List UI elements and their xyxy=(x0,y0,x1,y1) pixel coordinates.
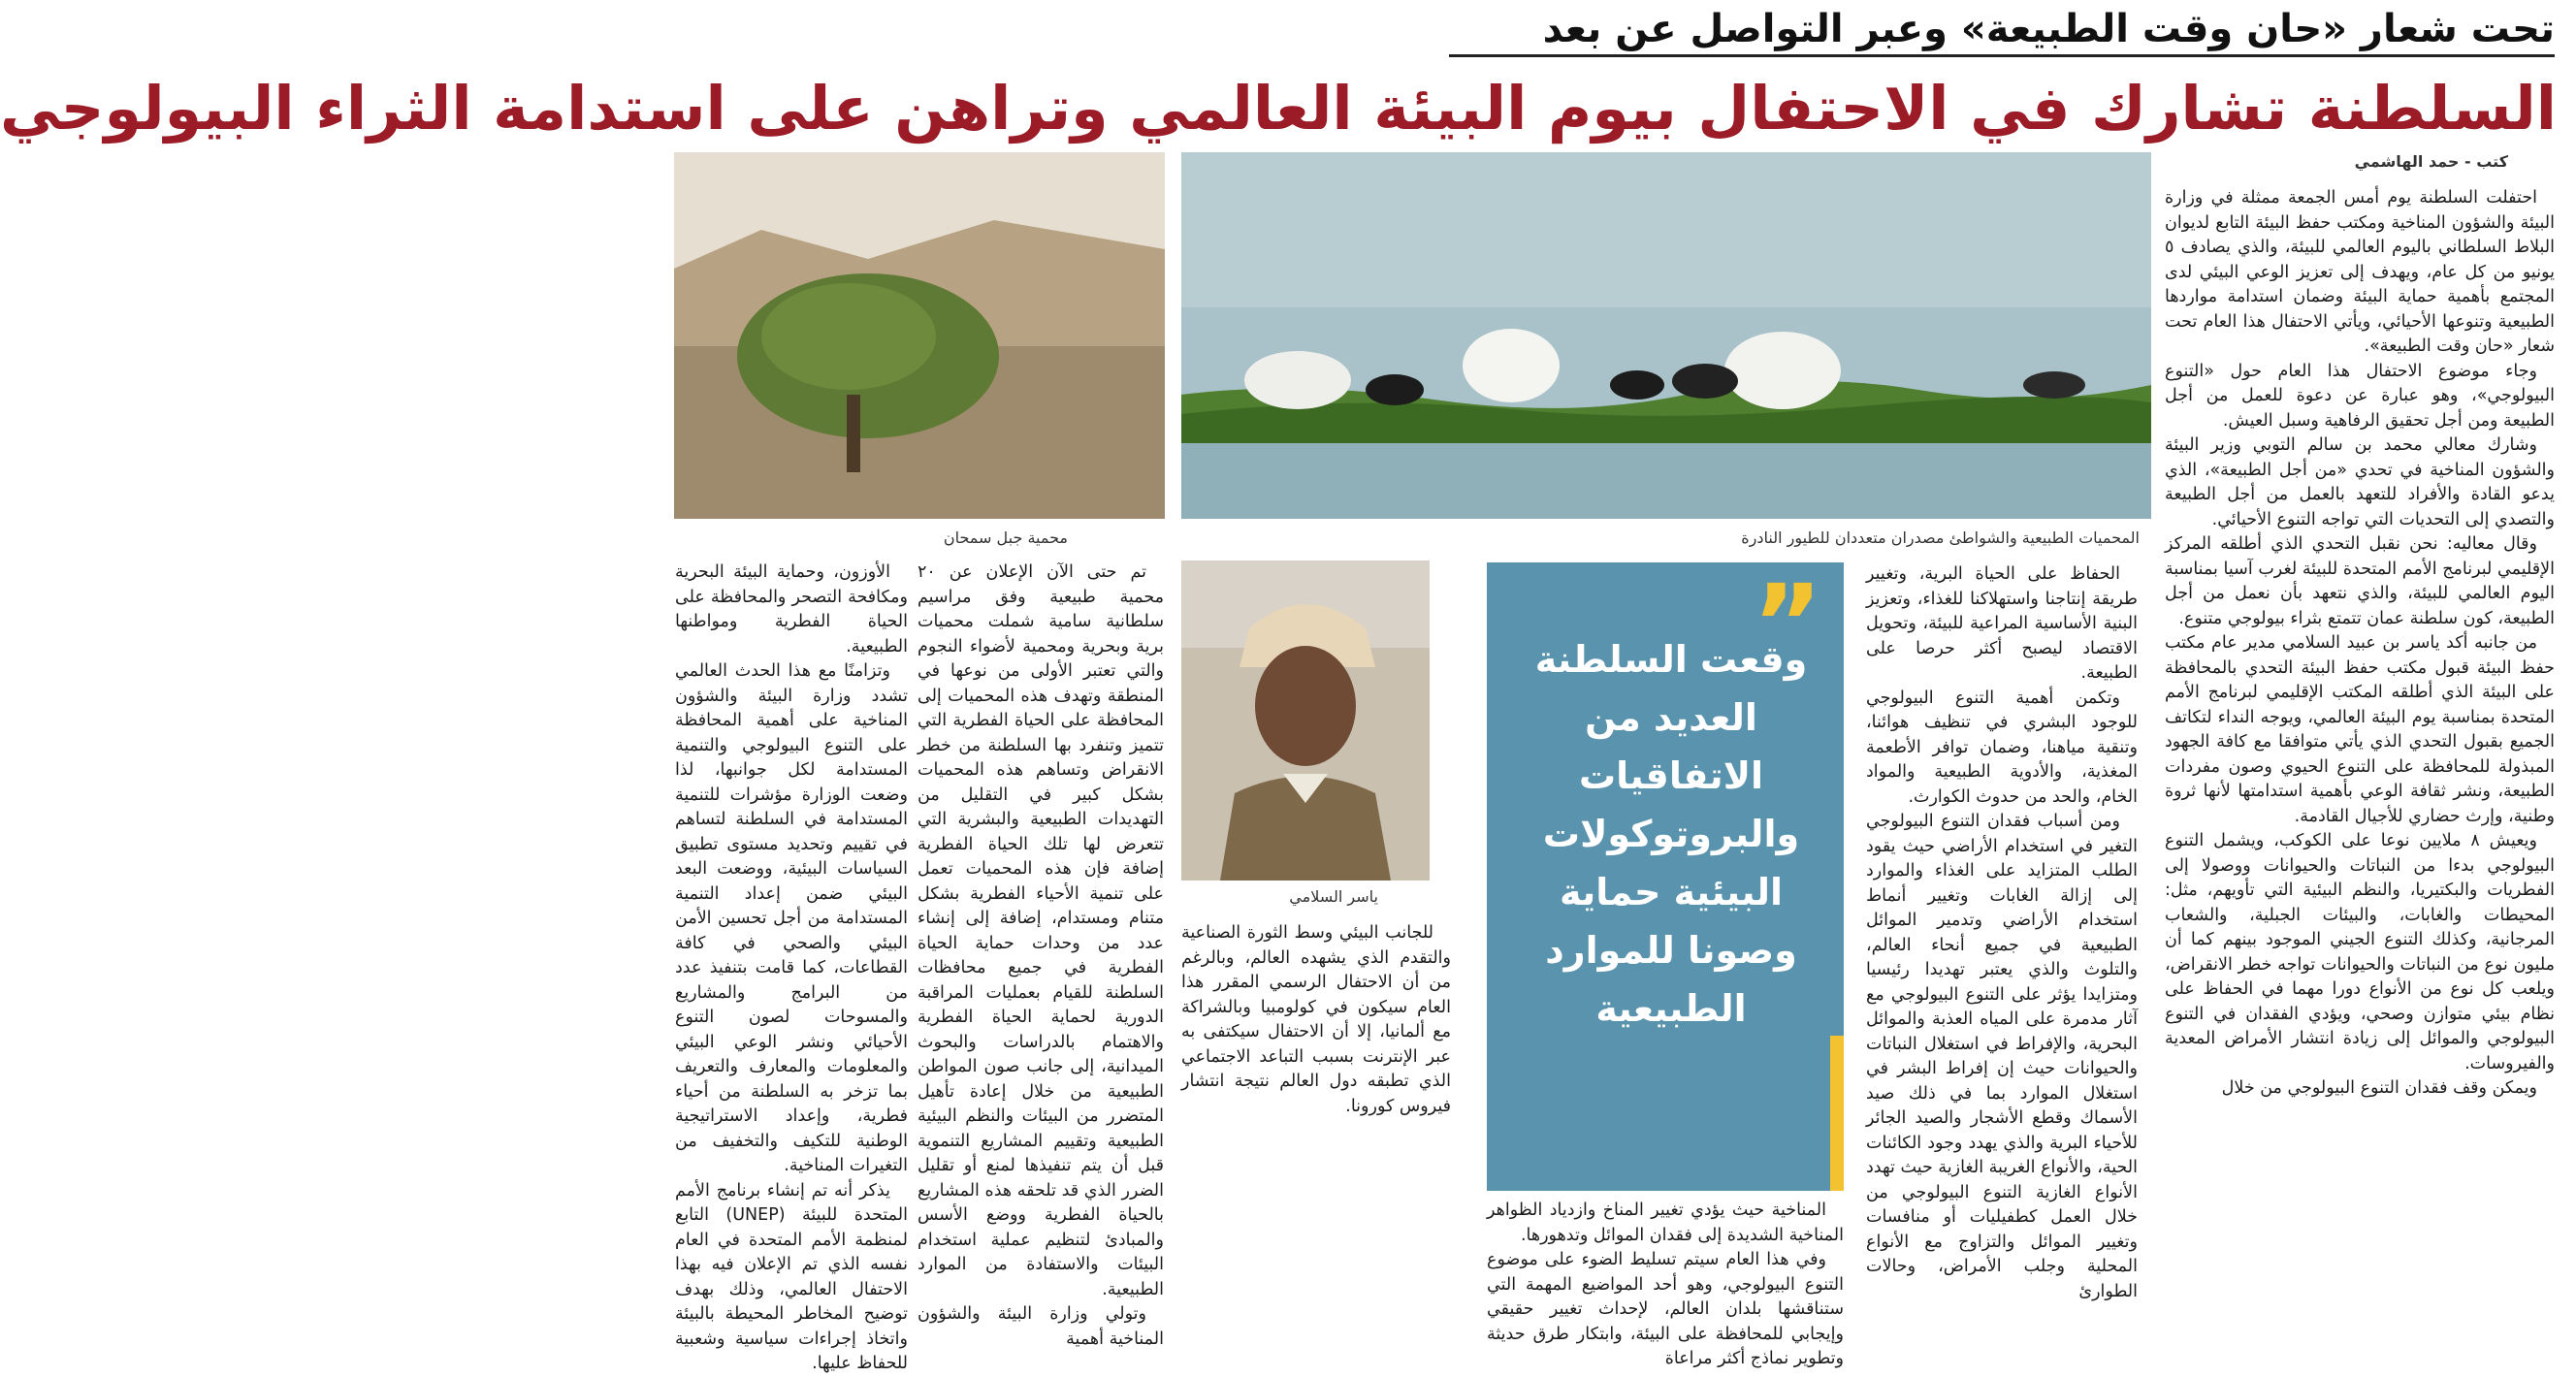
article-column-4 xyxy=(1181,921,1451,1303)
paragraph: وشارك معالي محمد بن سالم التوبي وزير البيئة والشؤون المناخية في تحدي «من أجل الطبيعة»، الذي يدعو القادة والأفراد للتعهد بالعمل من أجل الطبيعة والتصدي إلى التحديات التي تواجه التنوع الأحيائي. xyxy=(2165,435,2555,529)
article-column-6 xyxy=(675,560,908,1373)
paragraph: تم حتى الآن الإعلان عن ٢٠ محمية طبيعية وفق مراسيم سلطانية سامية شملت محميات برية وبحرية ومحمية لأضواء النجوم والتي تعتبر الأولى من نوعها في المنطقة وتهدف هذه المحميات إلى المحافظة على الحياة الفطرية التي تتميز وتنفرد بها السلطنة من خطر الانقراض وتساهم هذه المحميات بشكل كبير في التقليل من التهديدات الطبيعية والبشرية التي تتعرض لها تلك الحياة الفطرية إضافة فإن هذه المحميات تعمل على تنمية الأحياء الفطرية بشكل متنام ومستدام، إضافة إلى إنشاء عدد من وحدات حماية الحياة الفطرية في جميع محافظات السلطنة للقيام بعمليات المراقبة الدورية لحماية الحياة الفطرية والاهتمام بالدراسات والبحوث الميدانية، إلى جانب صون المواطن الطبيعية من خلال إعادة تأهيل المتضرر من البيئات والنظم البيئية الطبيعية وتقييم المشاريع التنموية قبل أن يتم تنفيذها لمنع أو تقليل الضرر الذي قد تلحقه هذه المشاريع بالحياة الفطرية ووضع الأسس والمبادئ لتنظيم عملية استخدام البيئات والاستفادة من الموارد الطبيعية. xyxy=(918,562,1164,1299)
article-column-5 xyxy=(918,560,1164,1349)
birds-photo xyxy=(1181,152,2151,519)
paragraph: يذكر أنه تم إنشاء برنامج الأمم المتحدة للبيئة (UNEP) التابع لمنظمة الأمم المتحدة في العام نفسه الذي تم الإعلان فيه بهذا الاحتفال العالمي، وذلك بهدف توضيح المخاطر المحيطة بالبيئة واتخاذ إجراءات سياسية وشعبية للحفاظ عليها. xyxy=(675,1180,908,1373)
article-column-2 xyxy=(1866,562,2138,1303)
tree-photo xyxy=(674,152,1165,519)
kicker-underline xyxy=(1449,54,2555,57)
paragraph: ومن أسباب فقدان التنوع البيولوجي التغير في استخدام الأراضي حيث يقود الطلب المتزايد على الغذاء والموارد إلى إزالة الغابات وتغيير أنماط استخدام الأراضي وتدمير الموائل الطبيعية في جميع أنحاء العالم، والتلوث والذي يعتبر تهديدا رئيسيا ومتزايدا يؤثر على التنوع البيولوجي مع آثار مدمرة على المياه العذبة والموائل البحرية، والإفراط في استغلال النباتات والحيوانات حيث إن إفراط البشر في استغلال الموارد بما في ذلك صيد الأسماك وقطع الأشجار والصيد الجائر للأحياء البرية والذي يهدد وجود الكائنات الحية، والأنواع الغريبة الغازية حيث تهدد الأنواع الغازية التنوع البيولوجي من خلال العمل كطفيليات أو منافسات وتغيير الموائل والتزاوج مع الأنواع المحلية وجلب الأمراض، وحالات الطوارئ xyxy=(1866,812,2138,1301)
paragraph: ويمكن وقف فقدان التنوع البيولوجي من خلال xyxy=(2221,1078,2537,1098)
paragraph: المناخية حيث يؤدي تغيير المناخ وازدياد الظواهر المناخية الشديدة إلى فقدان الموائل وتدهورها. xyxy=(1487,1201,1844,1245)
portrait-caption: ياسر السلامي xyxy=(1289,887,1378,906)
paragraph: احتفلت السلطنة يوم أمس الجمعة ممثلة في وزارة البيئة والشؤون المناخية ومكتب حفظ البيئة التابع لديوان البلاط السلطاني باليوم العالمي للبيئة، والذي يصادف ٥ يونيو من كل عام، ويهدف إلى تعزيز الوعي البيئي لدى المجتمع بأهمية حماية البيئة وضمان استدامة مواردها الطبيعية وتنوعها الأحيائي، ويأتي الاحتفال هذا العام تحت شعار «حان وقت الطبيعة». xyxy=(2165,188,2555,356)
paragraph: وجاء موضوع الاحتفال هذا العام حول «التنوع البيولوجي»، وهو عبارة عن دعوة للعمل من أجل الطبيعة ومن أجل تحقيق الرفاهية وسبل العيش. xyxy=(2165,361,2555,431)
paragraph: الأوزون، وحماية البيئة البحرية ومكافحة التصحر والمحافظة على الحياة الفطرية ومواطنها الطبيعية. xyxy=(675,562,908,656)
pull-quote-text: وقعت السلطنة العديد من الاتفاقيات والبروتوكولات البيئية حماية وصونا للموارد الطبيعية xyxy=(1534,638,1808,1030)
paragraph: وتولي وزارة البيئة والشؤون المناخية أهمية xyxy=(918,1304,1164,1349)
paragraph: للجانب البيئي وسط الثورة الصناعية والتقدم الذي يشهده العالم، وبالرغم من أن الاحتفال الرسمي المقرر هذا العام سيكون في كولومبيا وبالشراكة مع ألمانيا، إلا أن الاحتفال سيكتفى به عبر الإنترنت بسبب التباعد الاجتماعي الذي تطبقه دول العالم نتيجة انتشار فيروس كورونا. xyxy=(1181,923,1451,1116)
quote-accent-bar xyxy=(1830,1036,1844,1191)
paragraph: وقال معاليه: نحن نقبل التحدي الذي أطلقه المركز الإقليمي لبرنامج الأمم المتحدة للبيئة لغرب آسيا بمناسبة اليوم العالمي للبيئة، والذي نتعهد بأن نعمل من أجل الطبيعة، كون سلطنة عمان تتمتع بثراء بيولوجي متنوع. xyxy=(2165,534,2555,628)
article-headline: السلطنة تشارك في الاحتفال بيوم البيئة العالمي وتراهن على استدامة الثراء البيولوجي xyxy=(0,73,2557,144)
paragraph: ويعيش ٨ ملايين نوعا على الكوكب، ويشمل التنوع البيولوجي بدءا من النباتات والحيوانات ووصولا إلى الفطريات والبكتيريا، والنظم البيئية التي تأويهم، مثل: المحيطات والغابات، والبيئات الجبلية، والشعاب المرجانية، وكذلك التنوع الجيني الموجود بينهم كما أن مليون نوع من النباتات والحيوانات تواجه خطر الانقراض، ويلعب كل نوع من الأنواع دورا مهما في الحفاظ على نظام بيئي متوازن وصحي، ويؤدي الفقدان في التنوع البيولوجي والموائل إلى زيادة انتشار الأمراض المعدية والفيروسات. xyxy=(2165,831,2555,1073)
quote-mark-icon: ” xyxy=(1752,561,1822,686)
paragraph: وفي هذا العام سيتم تسليط الضوء على موضوع التنوع البيولوجي، وهو أحد المواضيع المهمة التي ستناقشها بلدان العالم، لإحداث تغيير حقيقي وإيجابي للمحافظة على البيئة، وابتكار طرق حديثة وتطوير نماذج أكثر مراعاة xyxy=(1487,1250,1844,1368)
paragraph: وتكمن أهمية التنوع البيولوجي للوجود البشري في تنظيف هوائنا، وتنقية مياهنا، وضمان توافر الأطعمة المغذية، والأدوية الطبيعية والمواد الخام، والحد من حدوث الكوارث. xyxy=(1866,688,2138,807)
pull-quote-box xyxy=(1487,562,1844,1191)
birds-photo-caption: المحميات الطبيعية والشواطئ مصدران متعددان للطيور النادرة xyxy=(1741,528,2140,547)
paragraph: من جانبه أكد ياسر بن عبيد السلامي مدير عام مكتب حفظ البيئة قبول مكتب حفظ البيئة التحدي بالمحافظة على البيئة الذي أطلقه المكتب الإقليمي لبرنامج الأمم المتحدة بمناسبة يوم البيئة العالمي، ويوجه النداء لتكاتف الجميع بقبول التحدي الذي يأتي متوافقا مع كافة الجهود المبذولة للمحافظة على التنوع الحيوي وصون مفردات الطبيعة، ونشر ثقافة الوعي بأهمية استدامتها لأنها ثروة وطنية، وإرث حضاري للأجيال القادمة. xyxy=(2165,633,2555,826)
paragraph: الحفاظ على الحياة البرية، وتغيير طريقة إنتاجنا واستهلاكنا للغذاء، وتعزيز البنية الأساسية المراعية للبيئة، وتحويل الاقتصاد ليصبح أكثر حرصا على الطبيعة. xyxy=(1866,564,2138,683)
article-kicker: تحت شعار «حان وقت الطبيعة» وعبر التواصل عن بعد xyxy=(1542,7,2555,51)
portrait-photo xyxy=(1181,560,1430,881)
paragraph: وتزامنًا مع هذا الحدث العالمي تشدد وزارة البيئة والشؤون المناخية على أهمية المحافظة على التنوع البيولوجي والتنمية المستدامة لكل جوانبها، لذا وضعت الوزارة مؤشرات للتنمية المستدامة في السلطنة لتساهم في تقييم وتحديد مستوى تطبيق السياسات البيئية، ووضعت البعد البيئي ضمن إعداد التنمية المستدامة من أجل تحسين الأمن البيئي والصحي في كافة القطاعات، كما قامت بتنفيذ عدد من البرامج والمشاريع والمسوحات لصون التنوع الأحيائي ونشر الوعي البيئي والمعلومات والمعارف والتعريف بما تزخر به السلطنة من أحياء فطرية، وإعداد الاستراتيجية الوطنية للتكيف والتخفيف من التغيرات المناخية. xyxy=(675,661,908,1175)
article-column-1 xyxy=(2165,186,2555,1303)
article-column-3 xyxy=(1487,1199,1844,1368)
byline: كتب - حمد الهاشمي xyxy=(2354,152,2508,171)
tree-photo-caption: محمية جبل سمحان xyxy=(943,528,1068,547)
